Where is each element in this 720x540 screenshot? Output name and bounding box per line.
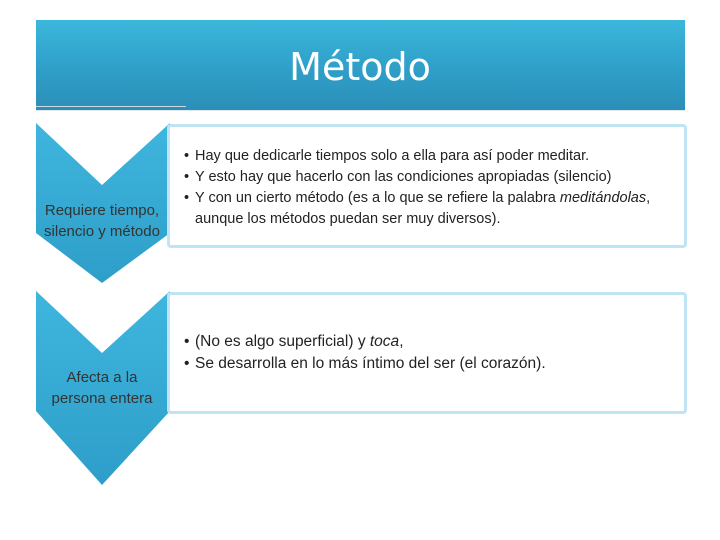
bullet-2-1-text-b: toca <box>369 333 400 350</box>
row-label-1 <box>17 200 187 242</box>
bullet-2-2-text: Se desarrolla en lo más íntimo del ser (el corazón). <box>195 355 546 372</box>
bullet-1-3 <box>184 188 684 230</box>
bullet-2-1-text-c: , <box>399 333 404 350</box>
title-underline <box>36 106 186 107</box>
bullet-1-3-text-c: , aunque los métodos puedan ser muy diversos). <box>195 190 651 227</box>
content-panel-2 <box>167 292 687 414</box>
page-title: Método <box>289 45 431 89</box>
row-label-1-line-2: silencio y método <box>44 223 160 240</box>
bullet-2-2 <box>184 353 684 375</box>
bullet-2-1-text-a: (No es algo superficial) y <box>195 333 370 350</box>
bullet-1-2-text: Y esto hay que hacerlo con las condiciones apropiadas (silencio) <box>195 169 612 185</box>
row-label-2-line-1: Afecta a la <box>66 369 138 386</box>
bullet-2-1 <box>184 331 684 353</box>
bullet-1-1-text: Hay que dedicarle tiempos solo a ella para así poder meditar. <box>195 148 590 164</box>
bullet-1-2 <box>184 167 684 188</box>
bullet-1-1 <box>184 146 684 167</box>
bullet-1-3-text-b: meditándolas <box>559 190 647 206</box>
row-label-2-line-2: persona entera <box>51 390 153 407</box>
row-label-2 <box>17 367 187 409</box>
content-panel-1 <box>167 124 687 248</box>
bullet-1-3-text-a: Y con un cierto método (es a lo que se refiere la palabra <box>195 190 560 206</box>
row-label-1-line-1: Requiere tiempo, <box>44 202 160 219</box>
